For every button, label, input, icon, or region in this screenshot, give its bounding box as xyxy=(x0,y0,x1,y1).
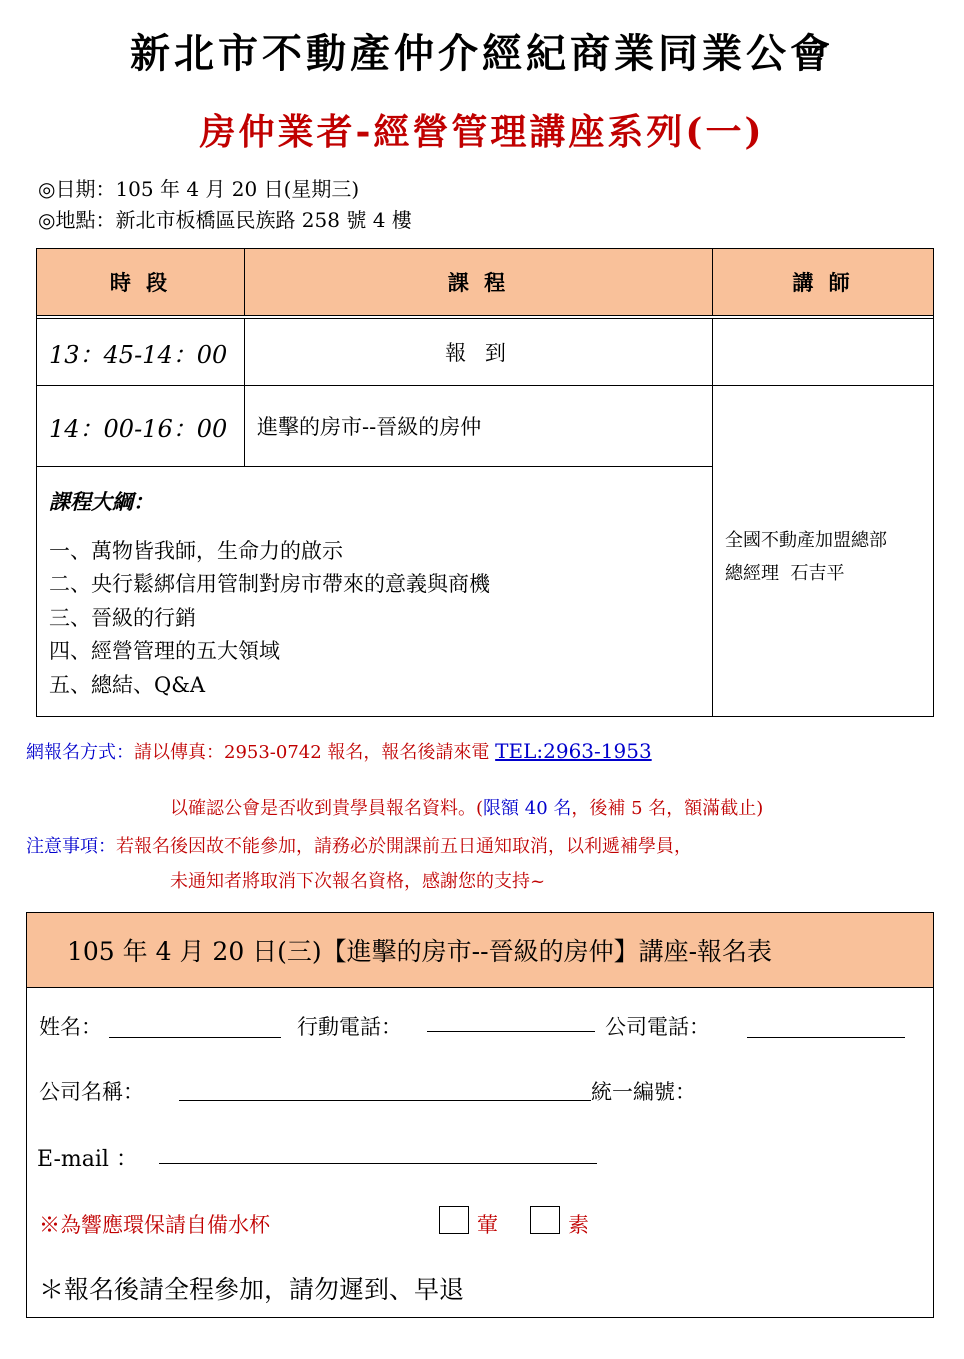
meat-checkbox[interactable] xyxy=(439,1206,469,1234)
course-outline xyxy=(36,466,713,717)
header-course: 課 程 xyxy=(244,248,713,316)
notice xyxy=(26,832,692,858)
form-title: 105 年 4 月 20 日(三)【進擊的房市--晉級的房仲】講座-報名表 xyxy=(27,913,933,988)
confirm-text: 以確認公會是否收到貴學員報名資料。( xyxy=(170,798,484,819)
registration-form xyxy=(26,912,934,1318)
mobile-label: 行動電話： xyxy=(297,1015,402,1039)
outline-title: 課程大綱： xyxy=(49,489,154,514)
notice-text-2: 未通知者將取消下次報名資格，感謝您的支持~ xyxy=(170,871,546,892)
name-field[interactable] xyxy=(109,1037,281,1038)
tel-link[interactable]: TEL:2963-1953 xyxy=(495,739,652,763)
registration-method xyxy=(26,738,652,764)
header-time: 時 段 xyxy=(36,248,245,316)
company-phone-field[interactable] xyxy=(747,1037,905,1038)
name-label: 姓名： xyxy=(39,1015,102,1039)
schedule-table xyxy=(36,248,934,717)
event-location: ◎地點：新北市板橋區民族路 258 號 4 樓 xyxy=(38,208,412,232)
series-title: 房仲業者-經營管理講座系列(一) xyxy=(199,111,765,153)
email-label: E-mail ： xyxy=(37,1147,138,1172)
org-title: 新北市不動產仲介經紀商業同業公會 xyxy=(130,30,834,77)
company-name-label: 公司名稱： xyxy=(39,1080,144,1104)
outline-item: 二、央行鬆綁信用管制對房市帶來的意義與商機 xyxy=(49,572,490,596)
lecturer-cell xyxy=(712,385,934,717)
company-phone-label: 公司電話： xyxy=(605,1015,710,1039)
meat-label: 葷 xyxy=(477,1213,498,1237)
lecturer-empty-cell xyxy=(712,318,934,386)
time-slot-lecture: 14：00-16：00 xyxy=(36,385,245,467)
veg-label: 素 xyxy=(568,1213,589,1237)
outline-item: 一、萬物皆我師，生命力的啟示 xyxy=(49,538,343,563)
quota-rest: ，後補 5 名，額滿截止) xyxy=(571,798,764,819)
header-lecturer: 講 師 xyxy=(712,248,934,316)
event-date: ◎日期：105 年 4 月 20 日(星期三) xyxy=(38,177,360,201)
notice-label: 注意事項： xyxy=(26,836,116,857)
lecturer-name: 總經理 石吉平 xyxy=(725,563,845,584)
course-checkin: 報 到 xyxy=(244,318,713,386)
outline-item: 四、經營管理的五大領域 xyxy=(49,639,280,663)
lecturer-org: 全國不動產加盟總部 xyxy=(725,530,887,551)
veg-checkbox[interactable] xyxy=(530,1206,560,1234)
tax-id-label: 統一編號： xyxy=(591,1080,696,1104)
outline-item: 三、晉級的行銷 xyxy=(49,605,196,630)
company-name-field[interactable] xyxy=(179,1100,591,1101)
time-slot-checkin: 13：45-14：00 xyxy=(36,318,245,386)
method-text: 請以傳真：2953-0742 報名，報名後請來電 xyxy=(134,742,496,763)
eco-note: ※為響應環保請自備水杯 xyxy=(39,1213,270,1237)
quota-text: 限額 40 名 xyxy=(483,798,572,819)
final-note: ＊報名後請全程參加，請勿遲到、早退 xyxy=(39,1275,465,1304)
course-lecture: 進擊的房市--晉級的房仲 xyxy=(244,385,713,467)
confirm-note xyxy=(170,794,763,820)
notice-text: 若報名後因故不能參加，請務必於開課前五日通知取消，以利遞補學員， xyxy=(116,836,692,857)
outline-item: 五、總結、Q&A xyxy=(49,672,206,697)
email-field[interactable] xyxy=(159,1163,597,1164)
method-label: 網報名方式： xyxy=(26,742,134,763)
mobile-field[interactable] xyxy=(427,1031,595,1032)
